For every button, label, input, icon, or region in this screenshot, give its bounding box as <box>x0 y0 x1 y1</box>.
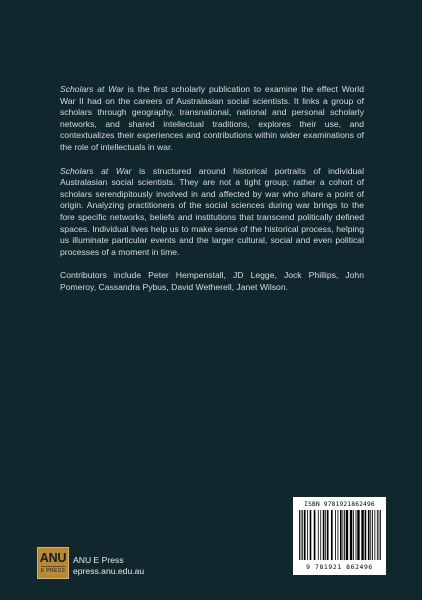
barcode-bar <box>380 510 381 560</box>
barcode-bar <box>379 510 380 560</box>
barcode-bar <box>361 510 363 560</box>
barcode-bar <box>310 510 312 560</box>
barcode-bar <box>340 510 342 560</box>
anu-epress-logo <box>37 547 69 579</box>
blurb-text-2: is structured around historical portraits of individual Australasian social scientists. They are not a tight group; rather a cohort of scholars serendipitously involved in and affected by war who share a point of origin. Analyzing practitioners of the social sciences during war brings to the fore specific networks, beliefs and institutions that transcend politically defined spaces. Individual lives help us to make sense of the historical process, helping us illuminate particular events and the larger cultural, social and even political processes of a moment in time. <box>60 165 364 257</box>
logo-epress-text: E PRESS <box>40 568 66 574</box>
barcode-bar <box>346 510 348 560</box>
barcode-bar <box>331 510 333 560</box>
publisher-name: ANU E Press <box>73 555 124 565</box>
barcode-bars <box>299 510 381 560</box>
isbn-label: ISBN 9781921862496 <box>304 501 375 508</box>
barcode-bar <box>353 510 354 560</box>
barcode-bar <box>350 510 352 560</box>
barcode-bar <box>338 510 339 560</box>
barcode-bar <box>325 510 326 560</box>
barcode-bar <box>301 510 302 560</box>
barcode-bar <box>314 510 316 560</box>
logo-divider <box>41 566 65 567</box>
barcode-bar <box>304 510 306 560</box>
isbn-barcode <box>293 497 386 575</box>
barcode-bar <box>318 510 319 560</box>
logo-anu-text: ANU <box>39 551 67 565</box>
cover-blurb <box>60 84 364 306</box>
blurb-paragraph-1 <box>60 84 364 154</box>
contributors-paragraph <box>60 270 364 293</box>
book-title: Scholars at War <box>60 165 132 176</box>
barcode-bar <box>377 510 378 560</box>
barcode-bar <box>357 510 359 560</box>
blurb-text-1: is the first scholarly publication to examine the effect World War II had on the careers of Australasian social scientists. It links a group of scholars through geography, transnational, national and personal scholarly networks, and shared intellectual traditions, explores their use, and contextualizes their experiences and contributions within wider examinations of the role of intellectuals in war. <box>60 84 364 152</box>
publisher-info <box>73 555 144 577</box>
barcode-bar <box>368 510 370 560</box>
barcode-bar <box>372 510 373 560</box>
barcode-bar <box>302 510 303 560</box>
publisher-url: epress.anu.edu.au <box>73 566 145 576</box>
barcode-bar <box>374 510 375 560</box>
barcode-bar <box>299 510 300 560</box>
barcode-bar <box>323 510 325 560</box>
barcode-bar <box>327 510 329 560</box>
barcode-bar <box>335 510 336 560</box>
barcode-bar <box>370 510 371 560</box>
isbn-digits: 9 781921 862496 <box>306 563 373 571</box>
barcode-bar <box>365 510 367 560</box>
barcode-bar <box>307 510 308 560</box>
barcode-bar <box>320 510 321 560</box>
barcode-bar <box>344 510 345 560</box>
barcode-bar <box>342 510 343 560</box>
contributors-text: Contributors include Peter Hempenstall, JD Legge, Jock Phillips, John Pomeroy, Cassandra Pybus, David Wetherell, Janet Wilson. <box>60 270 364 292</box>
book-title: Scholars at War <box>60 84 124 94</box>
blurb-paragraph-2 <box>60 166 364 259</box>
barcode-bar <box>356 510 357 560</box>
